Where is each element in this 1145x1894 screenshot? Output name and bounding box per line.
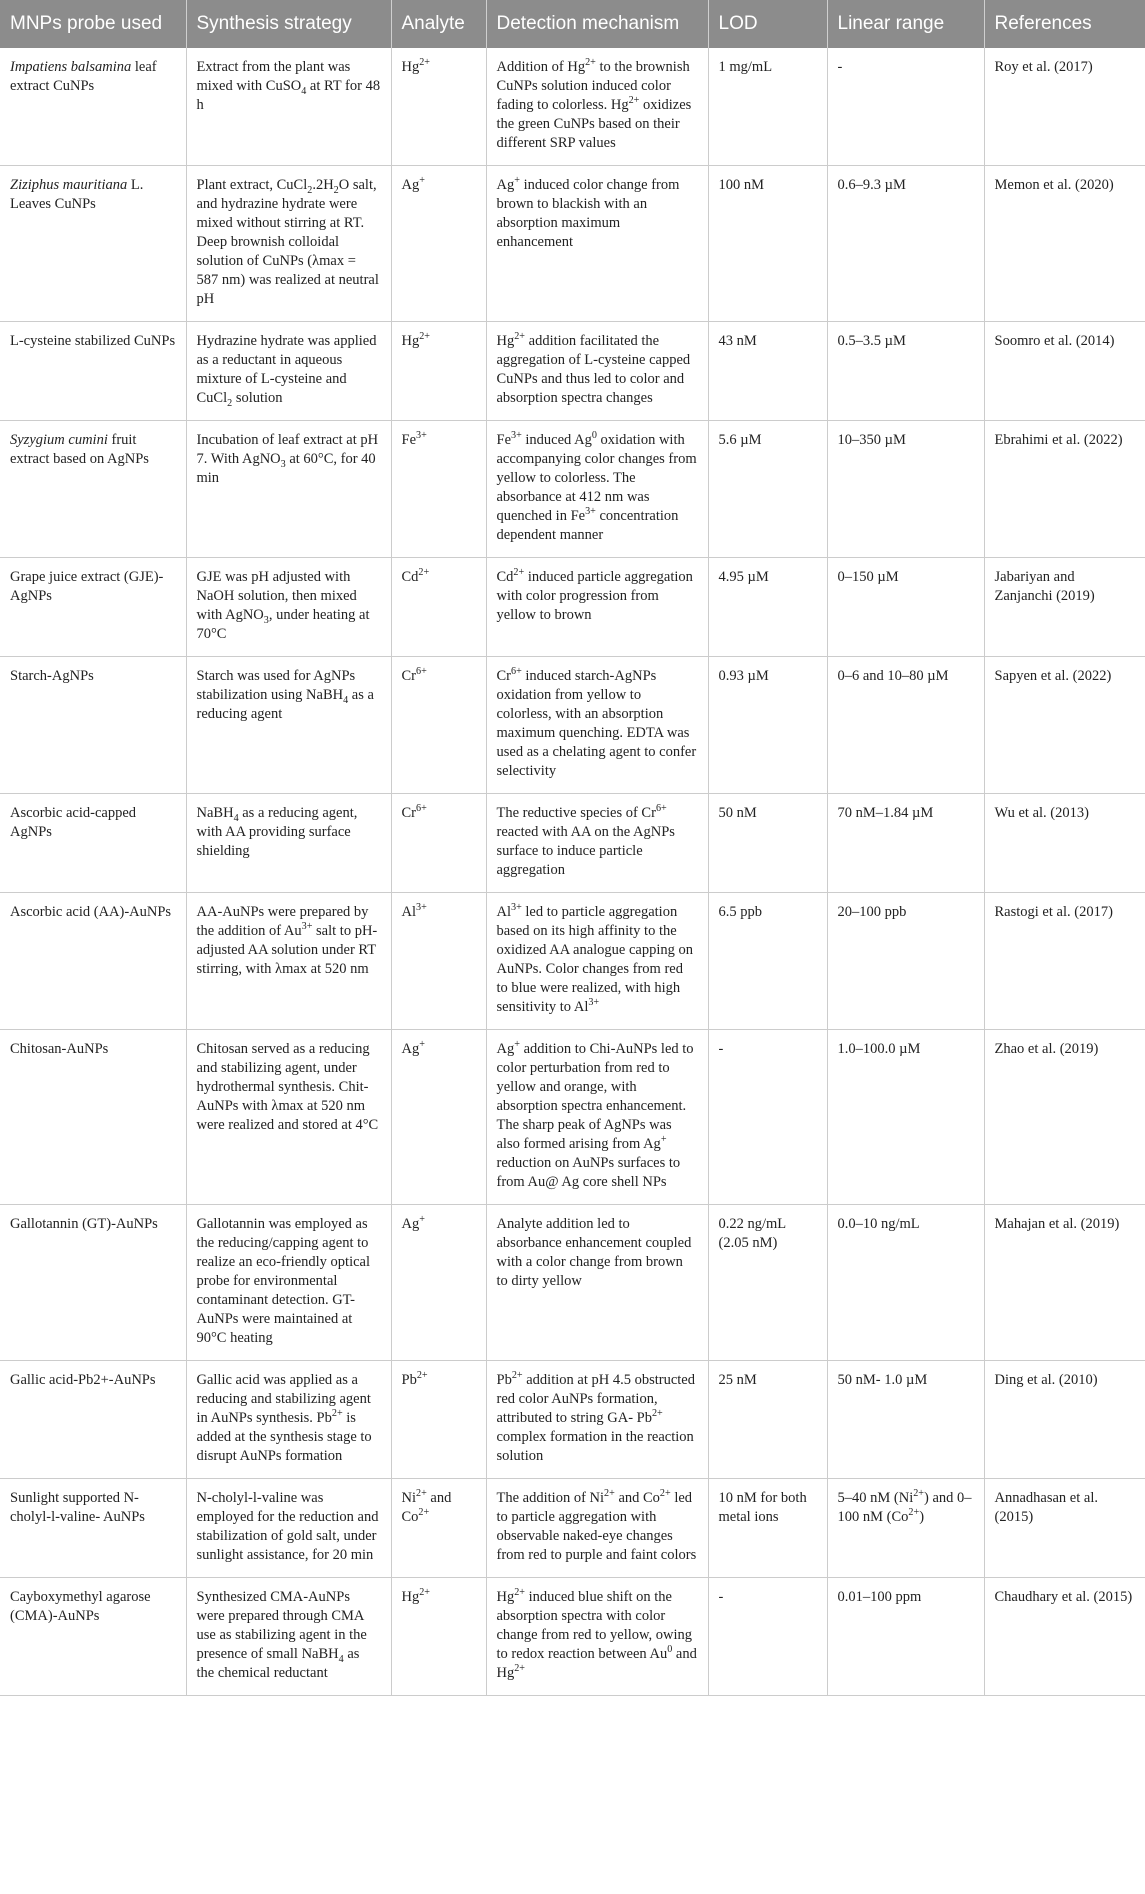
cell-analyte: $Cr^{6+}$ [391,794,486,893]
cell-lod: - [708,1578,827,1696]
cell-analyte: $Hg^{2+}$ [391,322,486,421]
cell-linear-range: 0.6–9.3 µM [827,166,984,322]
cell-mechanism: $Hg^{2+}$ induced blue shift on the absorption spectra with color change from red to yellow, owing to redox reaction between Au$^0$ and $Hg^{2+}$ [486,1578,708,1696]
cell-lod: 50 nM [708,794,827,893]
cell-mechanism: $Cd^{2+}$ induced particle aggregation with color progression from yellow to brown [486,558,708,657]
table-row [0,558,1145,657]
cell-reference: Roy et al. (2017) [984,48,1145,166]
cell-linear-range: 0.01–100 ppm [827,1578,984,1696]
cell-linear-range: 0–150 µM [827,558,984,657]
cell-probe: Ascorbic acid-capped AgNPs [0,794,186,893]
cell-reference: Memon et al. (2020) [984,166,1145,322]
cell-probe: Ascorbic acid (AA)-AuNPs [0,893,186,1030]
cell-lod: 1 mg/mL [708,48,827,166]
cell-synthesis: NaBH$_4$ as a reducing agent, with AA providing surface shielding [186,794,391,893]
cell-analyte: Ag+ [391,1030,486,1205]
cell-reference: Wu et al. (2013) [984,794,1145,893]
cell-synthesis: Synthesized CMA-AuNPs were prepared through CMA use as stabilizing agent in the presence of small NaBH$_4$ as the chemical reductant [186,1578,391,1696]
cell-mechanism: Analyte addition led to absorbance enhancement coupled with a color change from brown to dirty yellow [486,1205,708,1361]
cell-synthesis: N-cholyl-l-valine was employed for the reduction and stabilization of gold salt, under sunlight assistance, for 20 min [186,1479,391,1578]
cell-lod: 10 nM for both metal ions [708,1479,827,1578]
cell-mechanism: $Al^{3+}$ led to particle aggregation based on its high affinity to the oxidized AA analogue capping on AuNPs. Color changes from red to blue were realized, with high sensitivity to $Al^{3+}$ [486,893,708,1030]
header-linear-range: Linear range [827,0,984,48]
cell-mechanism: Addition of $Hg^{2+}$ to the brownish CuNPs solution induced color fading to colorless. $Hg^{2+}$ oxidizes the green CuNPs based on their different SRP values [486,48,708,166]
cell-probe: Starch-AgNPs [0,657,186,794]
cell-linear-range: 0.5–3.5 µM [827,322,984,421]
cell-synthesis: GJE was pH adjusted with NaOH solution, then mixed with AgNO$_3$, under heating at 70°C [186,558,391,657]
header-mechanism: Detection mechanism [486,0,708,48]
cell-mechanism: The addition of $Ni^{2+}$ and $Co^{2+}$ led to particle aggregation with observable naked-eye changes from red to purple and faint colors [486,1479,708,1578]
cell-analyte: $Cr^{6+}$ [391,657,486,794]
cell-lod: 0.22 ng/mL (2.05 nM) [708,1205,827,1361]
cell-reference: Rastogi et al. (2017) [984,893,1145,1030]
header-lod: LOD [708,0,827,48]
table-header-row [0,0,1145,48]
cell-mechanism: $Hg^{2+}$ addition facilitated the aggregation of L-cysteine capped CuNPs and thus led to color and absorption spectra changes [486,322,708,421]
cell-analyte: $Pb^{2+}$ [391,1361,486,1479]
table-row [0,48,1145,166]
table-row [0,1030,1145,1205]
cell-probe: Syzygium cumini fruit extract based on AgNPs [0,421,186,558]
cell-probe: Gallotannin (GT)-AuNPs [0,1205,186,1361]
cell-probe: L-cysteine stabilized CuNPs [0,322,186,421]
cell-synthesis: Hydrazine hydrate was applied as a reductant in aqueous mixture of L-cysteine and CuCl$_2$ solution [186,322,391,421]
header-references: References [984,0,1145,48]
cell-probe: Grape juice extract (GJE)-AgNPs [0,558,186,657]
cell-mechanism: Ag+ induced color change from brown to blackish with an absorption maximum enhancement [486,166,708,322]
table-row [0,794,1145,893]
cell-mechanism: Ag+ addition to Chi-AuNPs led to color perturbation from red to yellow and orange, with absorption spectra enhancement. The sharp peak of AgNPs was also formed arising from Ag+ reduction on AuNPs surfaces to from Au@ Ag core shell NPs [486,1030,708,1205]
cell-probe: Ziziphus mauritiana L. Leaves CuNPs [0,166,186,322]
cell-analyte: Ag+ [391,166,486,322]
cell-probe: Impatiens balsamina leaf extract CuNPs [0,48,186,166]
cell-probe: Sunlight supported N-cholyl-l-valine- AuNPs [0,1479,186,1578]
cell-lod: - [708,1030,827,1205]
cell-reference: Zhao et al. (2019) [984,1030,1145,1205]
cell-reference: Annadhasan et al. (2015) [984,1479,1145,1578]
cell-analyte: $Cd^{2+}$ [391,558,486,657]
cell-reference: Chaudhary et al. (2015) [984,1578,1145,1696]
cell-linear-range: 5–40 nM $(Ni^{2+})$ and 0–100 nM $(Co^{2+})$ [827,1479,984,1578]
cell-analyte: $Ni^{2+}$ and $Co^{2+}$ [391,1479,486,1578]
cell-linear-range: 50 nM- 1.0 µM [827,1361,984,1479]
cell-analyte: $Hg^{2+}$ [391,48,486,166]
cell-linear-range: 20–100 ppb [827,893,984,1030]
table-row [0,657,1145,794]
cell-lod: 25 nM [708,1361,827,1479]
cell-linear-range: 0–6 and 10–80 µM [827,657,984,794]
cell-reference: Soomro et al. (2014) [984,322,1145,421]
cell-linear-range: 0.0–10 ng/mL [827,1205,984,1361]
table-row [0,1578,1145,1696]
cell-analyte: $Hg^{2+}$ [391,1578,486,1696]
cell-synthesis: Gallic acid was applied as a reducing and stabilizing agent in AuNPs synthesis. $Pb^{2+}$ is added at the synthesis stage to disrupt AuNPs formation [186,1361,391,1479]
table-row [0,166,1145,322]
cell-linear-range: - [827,48,984,166]
cell-analyte: $Fe^{3+}$ [391,421,486,558]
cell-synthesis: Extract from the plant was mixed with CuSO$_4$ at RT for 48 h [186,48,391,166]
cell-analyte: Ag+ [391,1205,486,1361]
cell-lod: 43 nM [708,322,827,421]
cell-reference: Ding et al. (2010) [984,1361,1145,1479]
cell-lod: 4.95 µM [708,558,827,657]
cell-reference: Jabariyan and Zanjanchi (2019) [984,558,1145,657]
table-body [0,48,1145,1696]
cell-reference: Sapyen et al. (2022) [984,657,1145,794]
cell-probe: Cayboxymethyl agarose (CMA)-AuNPs [0,1578,186,1696]
cell-synthesis: AA-AuNPs were prepared by the addition of $Au^{3+}$ salt to pH-adjusted AA solution under RT stirring, with λmax at 520 nm [186,893,391,1030]
cell-synthesis: Incubation of leaf extract at pH 7. With AgNO$_3$ at 60°C, for 40 min [186,421,391,558]
cell-linear-range: 10–350 µM [827,421,984,558]
cell-probe: Chitosan-AuNPs [0,1030,186,1205]
cell-synthesis: Gallotannin was employed as the reducing/capping agent to realize an eco-friendly optical probe for environmental contaminant detection. GT-AuNPs were maintained at 90°C heating [186,1205,391,1361]
table-row [0,421,1145,558]
header-analyte: Analyte [391,0,486,48]
cell-probe: Gallic acid-Pb2+-AuNPs [0,1361,186,1479]
header-synthesis: Synthesis strategy [186,0,391,48]
header-probe: MNPs probe used [0,0,186,48]
table-row [0,1205,1145,1361]
table-row [0,1361,1145,1479]
cell-lod: 0.93 µM [708,657,827,794]
cell-synthesis: Starch was used for AgNPs stabilization using NaBH$_4$ as a reducing agent [186,657,391,794]
table-row [0,1479,1145,1578]
table-row [0,893,1145,1030]
cell-linear-range: 1.0–100.0 µM [827,1030,984,1205]
cell-mechanism: $Cr^{6+}$ induced starch-AgNPs oxidation from yellow to colorless, with an absorption maximum quenching. EDTA was used as a chelating agent to confer selectivity [486,657,708,794]
cell-reference: Mahajan et al. (2019) [984,1205,1145,1361]
table-row [0,322,1145,421]
cell-synthesis: Chitosan served as a reducing and stabilizing agent, under hydrothermal synthesis. Chit-AuNPs with λmax at 520 nm were realized and stored at 4°C [186,1030,391,1205]
cell-mechanism: $Pb^{2+}$ addition at pH 4.5 obstructed red color AuNPs formation, attributed to string GA- $Pb^{2+}$ complex formation in the reaction solution [486,1361,708,1479]
cell-lod: 5.6 µM [708,421,827,558]
cell-lod: 6.5 ppb [708,893,827,1030]
cell-synthesis: Plant extract, $CuCl_2.2H_2O$ salt, and hydrazine hydrate were mixed without stirring at RT. Deep brownish colloidal solution of CuNPs (λmax = 587 nm) was realized at neutral pH [186,166,391,322]
cell-lod: 100 nM [708,166,827,322]
cell-mechanism: The reductive species of $Cr^{6+}$ reacted with AA on the AgNPs surface to induce particle aggregation [486,794,708,893]
cell-mechanism: $Fe^{3+}$ induced Ag$^0$ oxidation with accompanying color changes from yellow to colorless. The absorbance at 412 nm was quenched in $Fe^{3+}$ concentration dependent manner [486,421,708,558]
cell-reference: Ebrahimi et al. (2022) [984,421,1145,558]
cell-linear-range: 70 nM–1.84 µM [827,794,984,893]
cell-analyte: $Al^{3+}$ [391,893,486,1030]
